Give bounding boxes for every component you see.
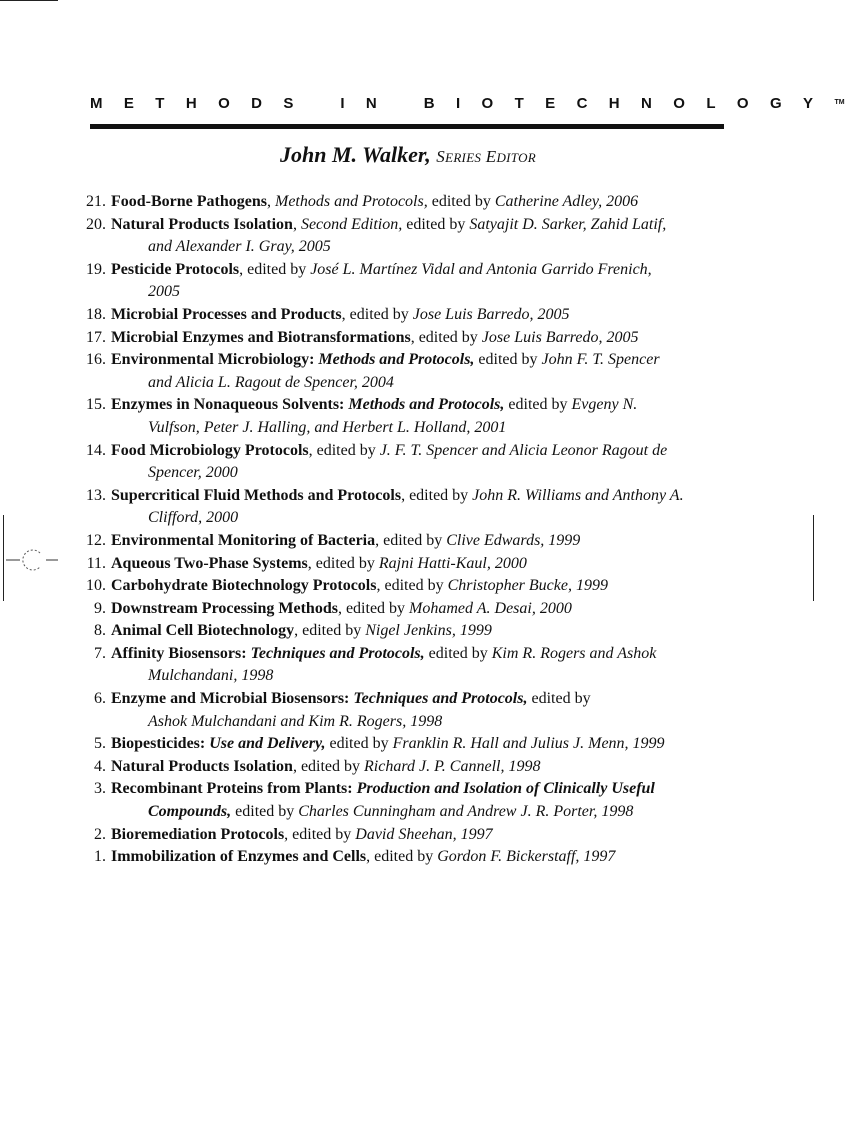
edited-by-label: edited by bbox=[243, 260, 311, 278]
volume-subtitle: Production and Isolation of Clinically Useful bbox=[356, 780, 655, 798]
volume-text bbox=[111, 824, 732, 847]
volume-list bbox=[72, 191, 732, 869]
volume-title: Immobilization of Enzymes and Cells bbox=[111, 848, 367, 866]
volume-editors: J. F. T. Spencer and Alicia Leonor Ragout de bbox=[379, 441, 668, 459]
volume-title-separator: , bbox=[410, 328, 415, 346]
edited-by-label: edited by bbox=[402, 215, 470, 233]
volume-editors-continued: and Alexander I. Gray, 2005 bbox=[148, 238, 331, 256]
edited-by-label: edited by bbox=[288, 825, 356, 843]
volume-entry bbox=[72, 778, 732, 823]
volume-number: 5. bbox=[94, 735, 106, 753]
volume-number: 10. bbox=[86, 577, 106, 595]
volume-editors: Rajni Hatti-Kaul, 2000 bbox=[378, 554, 527, 572]
volume-editors: John F. T. Spencer bbox=[541, 351, 660, 369]
volume-text bbox=[111, 349, 732, 394]
volume-number: 17. bbox=[86, 328, 106, 346]
volume-entry bbox=[72, 598, 732, 621]
volume-text-continuation bbox=[111, 801, 732, 824]
edited-by-label: edited by bbox=[527, 690, 591, 708]
volume-editors: José L. Martínez Vidal and Antonia Garrido Frenich, bbox=[310, 260, 652, 278]
volume-title-separator: , bbox=[337, 599, 342, 617]
volume-title: Food Microbiology Protocols bbox=[111, 441, 309, 459]
volume-title-separator: , bbox=[292, 215, 297, 233]
volume-title: Supercritical Fluid Methods and Protocols bbox=[111, 486, 402, 504]
volume-editors: Christopher Bucke, 1999 bbox=[447, 577, 608, 595]
volume-text-continuation bbox=[111, 711, 732, 734]
volume-number: 15. bbox=[86, 396, 106, 414]
volume-subtitle-continued: Compounds, bbox=[148, 803, 232, 821]
volume-text-continuation bbox=[111, 507, 732, 530]
volume-number: 19. bbox=[86, 260, 106, 278]
volume-editors: Satyajit D. Sarker, Zahid Latif, bbox=[469, 215, 667, 233]
volume-entry bbox=[72, 553, 732, 576]
volume-text-continuation bbox=[111, 462, 732, 485]
volume-title-separator: , bbox=[284, 825, 289, 843]
volume-title: Microbial Enzymes and Biotransformations bbox=[111, 328, 411, 346]
volume-number: 14. bbox=[86, 441, 106, 459]
series-title: METHODS IN BIOTECHNOLOGY™ bbox=[90, 95, 845, 112]
volume-title: Carbohydrate Biotechnology Protocols bbox=[111, 577, 377, 595]
volume-title: Downstream Processing Methods bbox=[111, 599, 338, 617]
volume-number: 3. bbox=[94, 780, 106, 798]
volume-title: Environmental Monitoring of Bacteria bbox=[111, 531, 376, 549]
volume-number: 16. bbox=[86, 351, 106, 369]
series-editor-role: SERIES EDITOR bbox=[436, 147, 537, 166]
volume-text-continuation bbox=[111, 372, 732, 395]
volume-editors: David Sheehan, 1997 bbox=[355, 825, 493, 843]
volume-number: 2. bbox=[94, 825, 106, 843]
volume-subtitle: Methods and Protocols, bbox=[275, 193, 428, 210]
volume-text bbox=[111, 846, 732, 869]
header-rule bbox=[90, 124, 724, 129]
volume-title: Natural Products Isolation bbox=[111, 757, 293, 775]
volume-title: Enzymes in Nonaqueous Solvents: bbox=[111, 396, 345, 414]
volume-text bbox=[111, 733, 732, 756]
edited-by-label: edited by bbox=[414, 328, 482, 346]
edited-by-label: edited by bbox=[345, 305, 413, 323]
volume-title: Aqueous Two-Phase Systems bbox=[111, 554, 308, 572]
volume-text bbox=[111, 191, 732, 214]
volume-editors: Nigel Jenkins, 1999 bbox=[365, 622, 492, 640]
volume-entry bbox=[72, 394, 732, 439]
volume-number: 20. bbox=[86, 215, 106, 233]
edited-by-label: edited by bbox=[312, 441, 380, 459]
volume-text bbox=[111, 598, 732, 621]
volume-title-separator: , bbox=[239, 260, 244, 278]
volume-title-separator: , bbox=[376, 577, 381, 595]
volume-entry bbox=[72, 191, 732, 214]
volume-number: 1. bbox=[94, 848, 106, 866]
volume-title-separator: , bbox=[308, 441, 313, 459]
volume-editors-continued: Ashok Mulchandani and Kim R. Rogers, 1998 bbox=[148, 712, 443, 730]
series-editor-name: John M. Walker, bbox=[279, 142, 431, 167]
volume-title: Animal Cell Biotechnology bbox=[111, 622, 295, 640]
volume-text bbox=[111, 778, 732, 823]
volume-number: 18. bbox=[86, 305, 106, 323]
volume-entry bbox=[72, 846, 732, 869]
volume-text bbox=[111, 643, 732, 688]
volume-text bbox=[111, 440, 732, 485]
volume-entry bbox=[72, 530, 732, 553]
volume-editors-continued: Mulchandani, 1998 bbox=[148, 667, 274, 685]
volume-subtitle: Second Edition, bbox=[300, 215, 403, 233]
volume-text bbox=[111, 259, 732, 304]
volume-text-continuation bbox=[111, 417, 732, 440]
volume-subtitle: Methods and Protocols, bbox=[318, 351, 475, 369]
volume-title: Pesticide Protocols bbox=[111, 260, 240, 278]
volume-subtitle: Methods and Protocols, bbox=[348, 396, 505, 414]
edited-by-label: edited by bbox=[231, 803, 299, 821]
volume-text bbox=[111, 620, 732, 643]
volume-text bbox=[111, 327, 732, 350]
crop-mark-top bbox=[0, 0, 58, 1]
volume-title-separator: , bbox=[307, 554, 312, 572]
registration-mark-icon bbox=[6, 548, 58, 572]
volume-editors-continued: and Alicia L. Ragout de Spencer, 2004 bbox=[148, 373, 394, 391]
volume-text bbox=[111, 485, 732, 530]
volume-title: Environmental Microbiology: bbox=[111, 351, 315, 369]
volume-entry bbox=[72, 304, 732, 327]
volume-number: 11. bbox=[86, 554, 106, 572]
edited-by-label: edited by bbox=[379, 531, 447, 549]
volume-number: 21. bbox=[86, 193, 106, 210]
edited-by-label: edited by bbox=[298, 622, 366, 640]
volume-text bbox=[111, 214, 732, 259]
volume-number: 13. bbox=[86, 486, 106, 504]
edited-by-label: edited by bbox=[474, 351, 542, 369]
volume-text bbox=[111, 756, 732, 779]
edited-by-label: edited by bbox=[405, 486, 473, 504]
volume-editors: Catherine Adley, 2006 bbox=[494, 193, 639, 210]
volume-entry bbox=[72, 688, 732, 733]
volume-subtitle: Techniques and Protocols, bbox=[353, 690, 528, 708]
volume-title: Microbial Processes and Products bbox=[111, 305, 342, 323]
volume-text bbox=[111, 688, 732, 733]
volume-title: Recombinant Proteins from Plants: bbox=[111, 780, 353, 798]
volume-title-separator: , bbox=[292, 757, 297, 775]
volume-title-separator: , bbox=[375, 531, 380, 549]
volume-title: Enzyme and Microbial Biosensors: bbox=[111, 690, 350, 708]
volume-editors: Charles Cunningham and Andrew J. R. Porter, 1998 bbox=[298, 803, 634, 821]
volume-title-separator: , bbox=[294, 622, 299, 640]
volume-editors-continued: Clifford, 2000 bbox=[148, 509, 239, 527]
volume-number: 8. bbox=[94, 622, 106, 640]
volume-subtitle: Techniques and Protocols, bbox=[250, 644, 425, 662]
registration-line-right bbox=[813, 515, 814, 601]
volume-entry bbox=[72, 824, 732, 847]
volume-title-separator: , bbox=[267, 193, 271, 210]
volume-entry bbox=[72, 440, 732, 485]
edited-by-label: edited by bbox=[311, 554, 379, 572]
volume-entry bbox=[72, 756, 732, 779]
edited-by-label: edited by bbox=[427, 193, 495, 210]
volume-entry bbox=[72, 214, 732, 259]
volume-editors: Jose Luis Barredo, 2005 bbox=[412, 305, 570, 323]
volume-editors: Franklin R. Hall and Julius J. Menn, 1999 bbox=[392, 735, 665, 753]
volume-text bbox=[111, 575, 732, 598]
volume-text bbox=[111, 553, 732, 576]
volume-number: 6. bbox=[94, 690, 106, 708]
volume-editors-continued: 2005 bbox=[148, 283, 180, 301]
volume-title: Natural Products Isolation bbox=[111, 215, 293, 233]
volume-entry bbox=[72, 643, 732, 688]
edited-by-label: edited by bbox=[341, 599, 410, 617]
edited-by-label: edited by bbox=[370, 848, 438, 866]
volume-editors-continued: Vulfson, Peter J. Halling, and Herbert L. Holland, 2001 bbox=[148, 418, 507, 436]
volume-title-separator: , bbox=[341, 305, 346, 323]
volume-text-continuation bbox=[111, 665, 732, 688]
volume-entry bbox=[72, 733, 732, 756]
registration-line-left bbox=[3, 515, 4, 601]
volume-entry bbox=[72, 575, 732, 598]
volume-editors-continued: Spencer, 2000 bbox=[148, 464, 238, 482]
edited-by-label: edited by bbox=[504, 396, 572, 414]
volume-number: 12. bbox=[86, 531, 106, 549]
series-editor-line bbox=[0, 142, 816, 171]
volume-editors: Jose Luis Barredo, 2005 bbox=[481, 328, 639, 346]
edited-by-label: edited by bbox=[380, 577, 448, 595]
volume-entry bbox=[72, 259, 732, 304]
volume-text bbox=[111, 394, 732, 439]
volume-editors: Gordon F. Bickerstaff, 1997 bbox=[437, 848, 616, 866]
volume-entry bbox=[72, 485, 732, 530]
volume-editors: Kim R. Rogers and Ashok bbox=[491, 644, 657, 662]
volume-title-separator: , bbox=[366, 848, 371, 866]
edited-by-label: edited by bbox=[296, 757, 365, 775]
volume-text bbox=[111, 304, 732, 327]
volume-text bbox=[111, 530, 732, 553]
volume-editors: Clive Edwards, 1999 bbox=[446, 531, 581, 549]
volume-entry bbox=[72, 620, 732, 643]
edited-by-label: edited by bbox=[424, 644, 492, 662]
volume-text-continuation bbox=[111, 236, 732, 259]
volume-number: 7. bbox=[94, 644, 106, 662]
volume-subtitle: Use and Delivery, bbox=[209, 735, 326, 753]
volume-editors: Evgeny N. bbox=[571, 396, 638, 414]
volume-title: Bioremediation Protocols bbox=[111, 825, 285, 843]
volume-editors: Richard J. P. Cannell, 1998 bbox=[364, 757, 541, 775]
volume-editors: Mohamed A. Desai, 2000 bbox=[409, 599, 572, 617]
volume-number: 4. bbox=[94, 757, 106, 775]
volume-entry bbox=[72, 327, 732, 350]
volume-text-continuation bbox=[111, 281, 732, 304]
volume-title: Biopesticides: bbox=[111, 735, 206, 753]
volume-title: Affinity Biosensors: bbox=[111, 644, 247, 662]
edited-by-label: edited by bbox=[325, 735, 393, 753]
volume-editors: John R. Williams and Anthony A. bbox=[472, 486, 684, 504]
volume-title-separator: , bbox=[401, 486, 406, 504]
volume-number: 9. bbox=[94, 599, 106, 617]
volume-title: Food-Borne Pathogens bbox=[111, 193, 267, 210]
trademark-symbol: TM bbox=[834, 99, 845, 106]
volume-entry bbox=[72, 349, 732, 394]
